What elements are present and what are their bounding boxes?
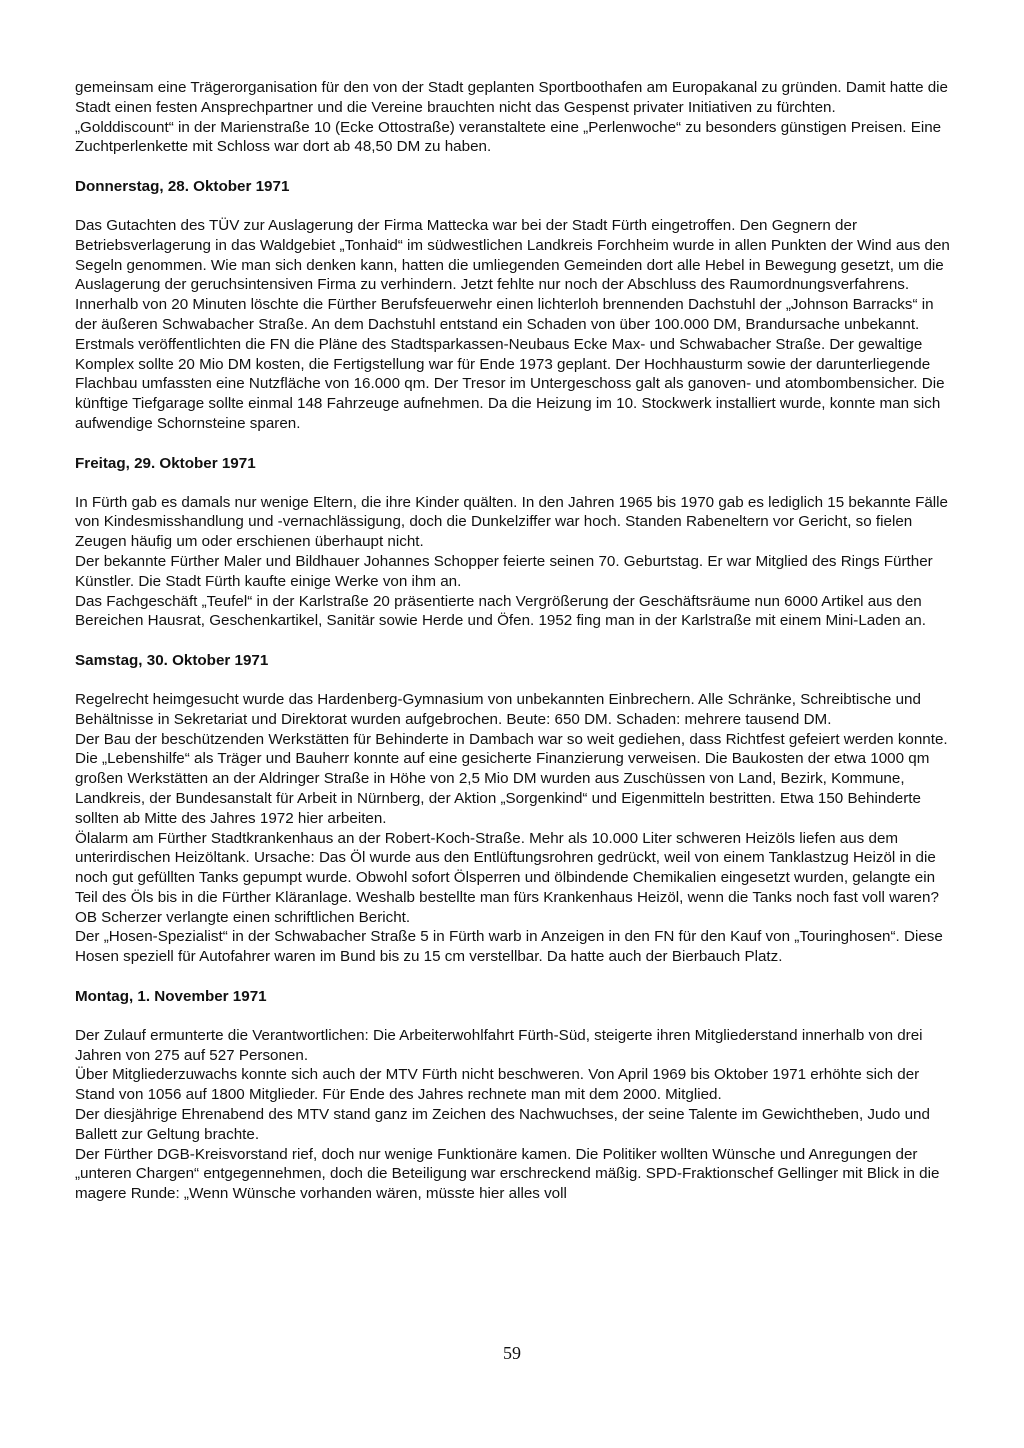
paragraph: Der Zulauf ermunterte die Verantwortlichen: Die Arbeiterwohlfahrt Fürth-Süd, steigerte ihren Mitgliederstand innerhalb von drei Jahren von 275 auf 527 Personen. [75, 1026, 923, 1064]
page-number: 59 [503, 1343, 521, 1363]
paragraph: Erstmals veröffentlichten die FN die Pläne des Stadtsparkassen-Neubaus Ecke Max- und Schwabacher Straße. Der gewaltige Komplex sollte 20 Mio DM kosten, die Fertigstellung war für Ende 1973 geplant. Der Hochhausturm sowie der darunterliegende Flachbau umfassten eine Nutzfläche von 16.000 qm. Der Tresor im Untergeschoss galt als ganoven- und atombombensicher. Die künftige Tiefgarage sollte einmal 148 Fahrzeuge aufnehmen. Da die Heizung im 10. Stockwerk installiert wurde, konnte man sich aufwendige Schornsteine sparen. [75, 335, 945, 432]
paragraph: Über Mitgliederzuwachs konnte sich auch der MTV Fürth nicht beschweren. Von April 1969 bis Oktober 1971 erhöhte sich der Stand von 1056 auf 1800 Mitglieder. Für Ende des Jahres rechnete man mit dem 2000. Mitglied. [75, 1066, 920, 1104]
paragraph: Ölalarm am Fürther Stadtkrankenhaus an der Robert-Koch-Straße. Mehr als 10.000 Liter schweren Heizöls liefen aus dem unterirdischen Heizöltank. Ursache: Das Öl wurde aus den Entlüftungsrohren gedrückt, weil von einem Tanklastzug Heizöl in die noch gut gefüllten Tanks gepumpt wurde. Obwohl sofort Ölsperren und ölbindende Chemikalien eingesetzt wurden, gelangte ein Teil des Öls bis in die Fürther Kläranlage. Weshalb bestellte man fürs Krankenhaus Heizöl, wenn die Tanks noch fast voll waren? OB Scherzer verlangte einen schriftlichen Bericht. [75, 829, 939, 926]
paragraph: Regelrecht heimgesucht wurde das Hardenberg-Gymnasium von unbekannten Einbrechern. Alle Schränke, Schreibtische und Behältnisse in Sekretariat und Direktorat wurden aufgebrochen. Beute: 650 DM. Schaden: mehrere tausend DM. [75, 690, 921, 728]
paragraph: Der diesjährige Ehrenabend des MTV stand ganz im Zeichen des Nachwuchses, der seine Talente im Gewichtheben, Judo und Ballett zur Geltung brachte. [75, 1106, 930, 1143]
paragraph: Innerhalb von 20 Minuten löschte die Fürther Berufsfeuerwehr einen lichterloh brennenden Dachstuhl der „Johnson Barracks“ in der äußeren Schwabacher Straße. An dem Dachstuhl entstand ein Schaden von über 100.000 DM, Brandursache unbekannt. [75, 296, 934, 333]
section-heading: Donnerstag, 28. Oktober 1971 [75, 178, 290, 196]
paragraph: Der Fürther DGB-Kreisvorstand rief, doch nur wenige Funktionäre kamen. Die Politiker wollten Wünsche und Anregungen der „unteren Chargen“ entgegennehmen, doch die Beteiligung war erschreckend mäßig. SPD-Fraktionschef Gellinger mit Blick in die magere Runde: „Wenn Wünsche vorhanden wären, müsste hier alles voll [75, 1145, 940, 1203]
paragraph: gemeinsam eine Trägerorganisation für den von der Stadt geplanten Sportboothafen am Europakanal zu gründen. Damit hatte die Stadt einen festen Ansprechpartner und die Vereine brauchten nicht das Gespenst privater Initiativen zu fürchten. [75, 79, 948, 116]
paragraph: Der bekannte Fürther Maler und Bildhauer Johannes Schopper feierte seinen 70. Geburtstag. Er war Mitglied des Rings Fürther Künstler. Die Stadt Fürth kaufte einige Werke von ihm an. [75, 552, 933, 590]
section-heading: Samstag, 30. Oktober 1971 [75, 652, 269, 670]
document-page [75, 78, 955, 1204]
section-heading: Montag, 1. November 1971 [75, 988, 267, 1006]
paragraph: Der „Hosen-Spezialist“ in der Schwabacher Straße 5 in Fürth warb in Anzeigen in den FN für den Kauf von „Touringhosen“. Diese Hosen speziell für Autofahrer waren im Bund bis zu 15 cm verstellbar. Da hatte auch der Bierbauch Platz. [75, 928, 943, 966]
paragraph: „Golddiscount“ in der Marienstraße 10 (Ecke Ottostraße) veranstaltete eine „Perlenwoche“ zu besonders günstigen Preisen. Eine Zuchtperlenkette mit Schloss war dort ab 48,50 DM zu haben. [75, 118, 942, 156]
section-heading: Freitag, 29. Oktober 1971 [75, 454, 256, 472]
paragraph: Das Fachgeschäft „Teufel“ in der Karlstraße 20 präsentierte nach Vergrößerung der Geschäftsräume nun 6000 Artikel aus den Bereichen Hausrat, Geschenkartikel, Sanitär sowie Herde und Öfen. 1952 fing man in der Karlstraße mit einem Mini-Laden an. [75, 592, 926, 630]
paragraph: In Fürth gab es damals nur wenige Eltern, die ihre Kinder quälten. In den Jahren 1965 bis 1970 gab es lediglich 15 bekannte Fälle von Kindesmisshandlung und -vernachlässigung, doch die Dunkelziffer war hoch. Standen Rabeneltern vor Gericht, so fielen Zeugen häufig um oder erschienen überhaupt nicht. [75, 493, 949, 551]
paragraph: Der Bau der beschützenden Werkstätten für Behinderte in Dambach war so weit gediehen, dass Richtfest gefeiert werden konnte. Die „Lebenshilfe“ als Träger und Bauherr konnte auf eine gesicherte Finanzierung verweisen. Die Baukosten der etwa 1000 qm großen Werkstätten an der Aldringer Straße in Höhe von 2,5 Mio DM wurden aus Zuschüssen von Land, Bezirk, Kommune, Landkreis, der Bundesanstalt für Arbeit in Nürnberg, der Aktion „Sorgenkind“ und Eigenmitteln bestritten. Etwa 150 Behinderte sollten ab Mitte des Jahres 1972 hier arbeiten. [75, 730, 948, 827]
paragraph: Das Gutachten des TÜV zur Auslagerung der Firma Mattecka war bei der Stadt Fürth eingetroffen. Den Gegnern der Betriebsverlagerung in das Waldgebiet „Tonhaid“ im südwestlichen Landkreis Forchheim wurde in allen Punkten der Wind aus den Segeln genommen. Wie man sich denken kann, hatten die umliegenden Gemeinden dort alle Hebel in Bewegung gesetzt, um die Auslagerung der geruchsintensiven Firma zu verhindern. Jetzt fehlte nur noch der Abschluss des Raumordnungsverfahrens. [75, 216, 950, 294]
